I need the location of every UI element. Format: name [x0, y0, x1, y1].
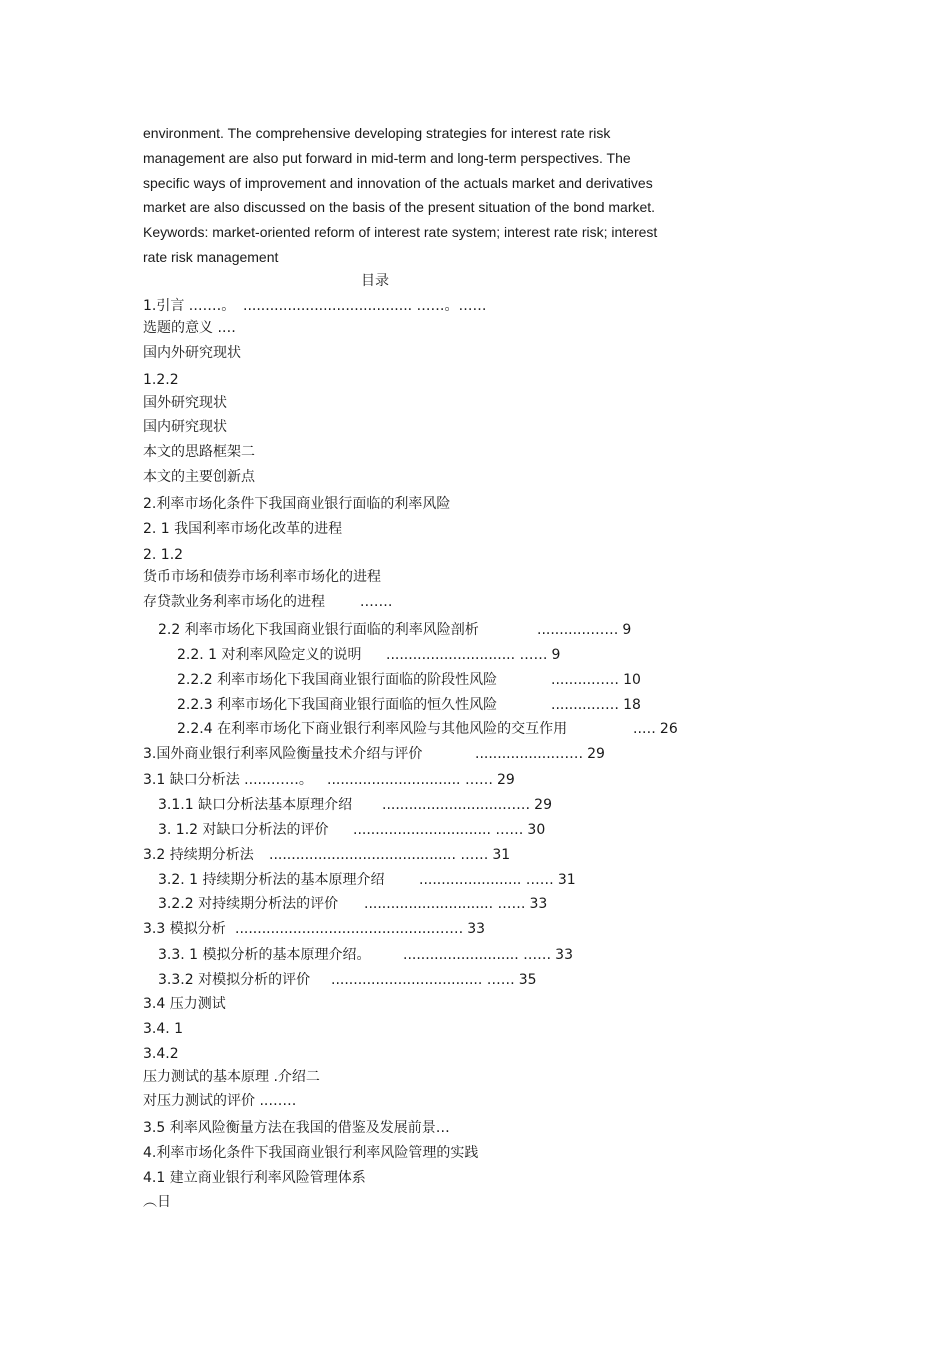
toc-entry-label: 3.3. 1 模拟分析的基本原理介绍。 [158, 947, 371, 963]
toc-entry [143, 1143, 478, 1163]
toc-entry [143, 919, 486, 939]
toc-entry [177, 670, 641, 690]
toc-entry-leader: ............…… [537, 622, 619, 638]
toc-entry [143, 1067, 320, 1087]
toc-entry-label: 2.2.2 利率市场化下我国商业银行面临的阶段性风险 [177, 672, 498, 688]
toc-entry-label: 对压力测试的评价 ..…… [143, 1093, 297, 1109]
toc-entry-label: 3.4.2 [143, 1046, 179, 1062]
toc-entry [143, 519, 342, 539]
toc-entry-page-number: 29 [534, 797, 552, 813]
toc-entry [177, 645, 561, 665]
toc-entry-label: 2.利率市场化条件下我国商业银行面临的利率风险 [143, 496, 451, 512]
toc-entry [158, 970, 537, 990]
toc-entry [143, 1168, 366, 1188]
toc-entry [143, 1091, 296, 1111]
toc-entry [143, 1118, 450, 1138]
toc-entry-leader: ............................... …… [353, 822, 524, 838]
toc-entry-label: 2.2. 1 对利率风险定义的说明 [177, 647, 362, 663]
toc-entry [143, 467, 255, 487]
toc-entry-label: 2. 1.2 [143, 547, 184, 563]
toc-entry [143, 417, 227, 437]
abstract-line: specific ways of improvement and innovation of the actuals market and derivatives [143, 174, 653, 191]
toc-entry-label: 1.2.2 [143, 372, 179, 388]
toc-entry-label: 3.3.2 对模拟分析的评价 [158, 972, 311, 988]
abstract-line: environment. The comprehensive developing strategies for interest rate risk [143, 125, 611, 141]
toc-entry-label: ︵日 [143, 1194, 171, 1210]
toc-title: 目录 [361, 273, 389, 289]
toc-entry [143, 770, 515, 790]
toc-entry-label: 3.2 持续期分析法 [143, 847, 254, 863]
abstract-line: rate risk management [143, 248, 279, 265]
toc-entry [143, 1019, 183, 1039]
toc-entry-leader: .…… [360, 594, 393, 610]
toc-entry [143, 343, 241, 363]
toc-entry [143, 1044, 179, 1064]
toc-entry-page-number: 18 [623, 697, 641, 713]
toc-entry-label: 3.国外商业银行利率风险衡量技术介绍与评价 [143, 746, 423, 762]
toc-entry-page-number: 30 [527, 822, 546, 838]
toc-entry-label: 3.1.1 缺口分析法基本原理介绍 [158, 797, 353, 813]
toc-entry-leader: ............................. …… [386, 647, 548, 663]
toc-entry [158, 945, 573, 965]
toc-entry-leader: .........…… [551, 672, 620, 688]
toc-entry [143, 744, 605, 764]
toc-entry-label: 3.2. 1 持续期分析法的基本原理介绍 [158, 872, 385, 888]
toc-entry [143, 1192, 171, 1212]
toc-entry-label: 国内外研究现状 [143, 345, 241, 361]
toc-entry [143, 318, 236, 338]
toc-entry-label: 2.2 利率市场化下我国商业银行面临的利率风险剖析 [158, 622, 479, 638]
toc-entry-leader: .......................................... …… [269, 847, 489, 863]
toc-entry-label: 本文的主要创新点 [143, 469, 255, 485]
toc-entry-label: 国外研究现状 [143, 395, 227, 411]
toc-entry [143, 370, 179, 390]
toc-entry-label: 3. 1.2 对缺口分析法的评价 [158, 822, 329, 838]
toc-entry-label: 3.2.2 对持续期分析法的评价 [158, 896, 339, 912]
toc-entry-label: 本文的思路框架二 [143, 444, 255, 460]
toc-entry-label: 3.3 模拟分析 [143, 921, 226, 937]
toc-entry [158, 870, 576, 890]
toc-entry-leader: ...................................... ……。…… [243, 298, 487, 314]
toc-entry [177, 695, 641, 715]
toc-entry-page-number: 33 [555, 947, 573, 963]
toc-entry-label: 3.1 缺口分析法 ......……。 [143, 772, 313, 788]
abstract-text [143, 121, 723, 270]
abstract-line: management are also put forward in mid-term and long-term perspectives. The [143, 149, 631, 166]
toc-entry [143, 592, 393, 612]
toc-entry [143, 442, 255, 462]
toc-entry-label: 4.利率市场化条件下我国商业银行利率风险管理的实践 [143, 1145, 479, 1161]
toc-entry-leader: ..… [633, 721, 656, 737]
toc-entry-label: 2. 1 我国利率市场化改革的进程 [143, 521, 343, 537]
toc-entry-page-number: 31 [557, 872, 576, 888]
toc-entry-label: 1.引言 .……。 [143, 298, 236, 314]
toc-entry-leader: .................................. …… [331, 972, 515, 988]
toc-entry-leader: .......................... …… [403, 947, 552, 963]
toc-entry-page-number: 29 [587, 746, 605, 762]
toc-entry [158, 820, 546, 840]
toc-entry-page-number: 26 [659, 721, 678, 737]
toc-entry [158, 620, 632, 640]
toc-entry-label: 2.2.4 在利率市场化下商业银行利率风险与其他风险的交互作用 [177, 721, 568, 737]
toc-entry [143, 296, 487, 316]
toc-entry-label: 存贷款业务利率市场化的进程 [143, 594, 325, 610]
toc-entry-page-number: 9 [622, 622, 632, 638]
toc-entry-leader: .............................. …… [327, 772, 493, 788]
toc-entry-page-number: 35 [518, 972, 537, 988]
toc-entry-page-number: 29 [496, 772, 515, 788]
toc-entry-leader: .............................................…… [235, 921, 464, 937]
toc-entry [143, 845, 511, 865]
abstract-line: Keywords: market-oriented reform of interest rate system; interest rate risk; interest [143, 224, 658, 241]
toc-entry-label: 3.4 压力测试 [143, 996, 226, 1012]
toc-entry-label: 3.5 利率风险衡量方法在我国的借鉴及发展前景… [143, 1120, 450, 1136]
toc-entry-leader: .........…… [551, 697, 620, 713]
toc-entry-label: 国内研究现状 [143, 419, 227, 435]
toc-entry-page-number: 10 [623, 672, 641, 688]
abstract-line: market are also discussed on the basis of the present situation of the bond market. [143, 199, 656, 216]
toc-entry [143, 545, 183, 565]
toc-entry [143, 567, 381, 587]
toc-entry-label: 3.4. 1 [143, 1021, 184, 1037]
toc-entry-leader: ...........................…… [382, 797, 531, 813]
toc-entry-page-number: 33 [467, 921, 486, 937]
toc-entry-page-number: 33 [529, 896, 548, 912]
toc-entry-label: 货币市场和债券市场利率市场化的进程 [143, 569, 381, 585]
toc-entry [143, 994, 226, 1014]
toc-entry [158, 795, 552, 815]
toc-entry-label: 压力测试的基本原理 .介绍二 [143, 1069, 320, 1085]
toc-entry-page-number: 31 [492, 847, 511, 863]
toc-entry-label: 选题的意义 .… [143, 320, 236, 336]
toc-entry [177, 719, 678, 739]
toc-entry-leader: ..................…… [475, 746, 584, 762]
toc-entry-label: 4.1 建立商业银行利率风险管理体系 [143, 1170, 366, 1186]
toc-entry-leader: ............................. …… [364, 896, 526, 912]
toc-entry [158, 894, 548, 914]
toc-entry [143, 393, 227, 413]
toc-entry-label: 2.2.3 利率市场化下我国商业银行面临的恒久性风险 [177, 697, 498, 713]
toc-entry-page-number: 9 [551, 647, 561, 663]
toc-entry [143, 494, 450, 514]
toc-entry-leader: ....................... …… [419, 872, 554, 888]
